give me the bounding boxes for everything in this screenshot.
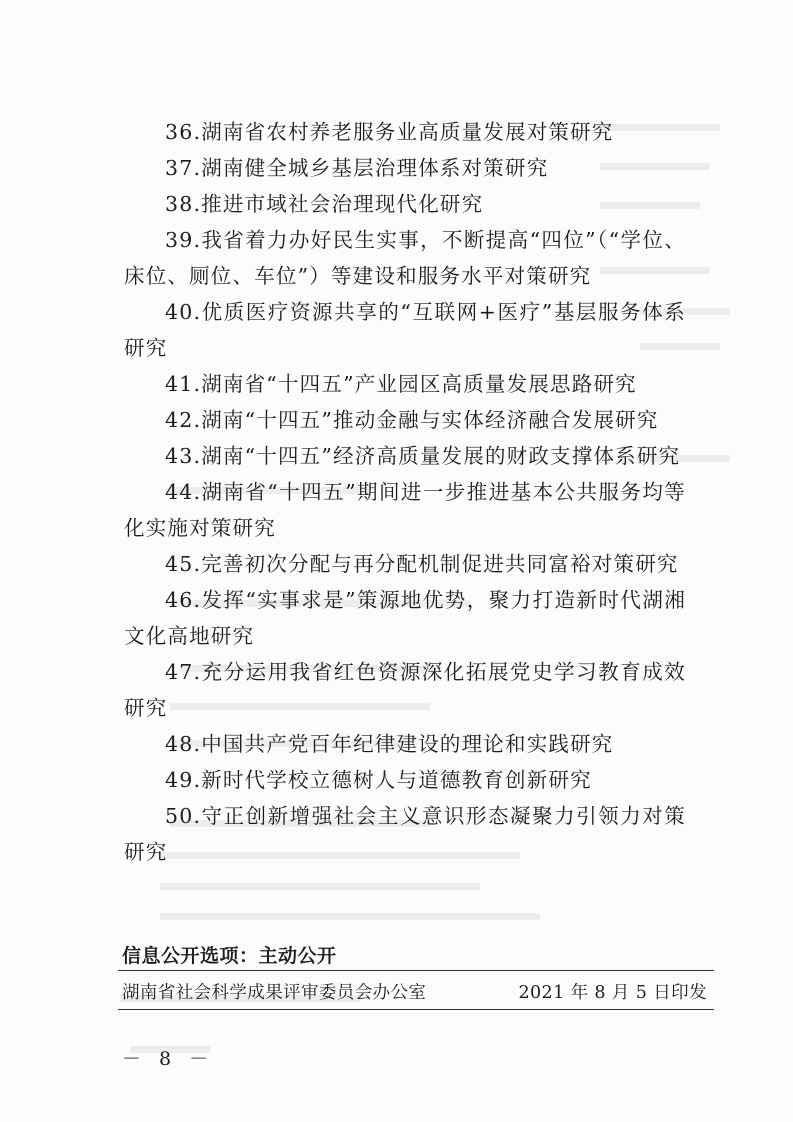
list-item: 43.湖南“十四五”经济高质量发展的财政支撑体系研究 (165, 444, 681, 468)
issuing-office: 湖南省社会科学成果评审委员会办公室 (122, 983, 427, 1003)
list-item: 47.充分运用我省红色资源深化拓展党史学习教育成效研究 (124, 660, 686, 720)
list-item: 42.湖南“十四五”推动金融与实体经济融合发展研究 (165, 408, 659, 432)
list-item: 40.优质医疗资源共享的“互联网+医疗”基层服务体系研究 (124, 300, 686, 360)
list-item: 48.中国共产党百年纪律建设的理论和实践研究 (165, 732, 614, 756)
list-item: 39.我省着力办好民生实事，不断提高“四位”（“学位、床位、厕位、车位”）等建设和服务水平对策研究 (124, 228, 686, 288)
list-item: 49.新时代学校立德树人与道德教育创新研究 (165, 768, 592, 792)
footer-bottom-rule (118, 1009, 714, 1010)
topic-list (124, 114, 686, 870)
page-number: － 8 － (122, 1048, 215, 1070)
footer-top-rule (118, 970, 714, 971)
list-item: 44.湖南省“十四五”期间进一步推进基本公共服务均等化实施对策研究 (124, 480, 686, 540)
list-item: 36.湖南省农村养老服务业高质量发展对策研究 (165, 120, 614, 144)
list-item: 45.完善初次分配与再分配机制促进共同富裕对策研究 (165, 552, 679, 576)
disclosure-option: 信息公开选项：主动公开 (122, 945, 337, 967)
list-item: 50.守正创新增强社会主义意识形态凝聚力引领力对策研究 (124, 804, 686, 864)
list-item: 37.湖南健全城乡基层治理体系对策研究 (165, 156, 549, 180)
list-item: 41.湖南省“十四五”产业园区高质量发展思路研究 (165, 372, 637, 396)
issue-date: 2021 年 8 月 5 日印发 (518, 983, 707, 1003)
list-item: 38.推进市域社会治理现代化研究 (165, 192, 484, 216)
list-item: 46.发挥“实事求是”策源地优势，聚力打造新时代湖湘文化高地研究 (124, 588, 686, 648)
